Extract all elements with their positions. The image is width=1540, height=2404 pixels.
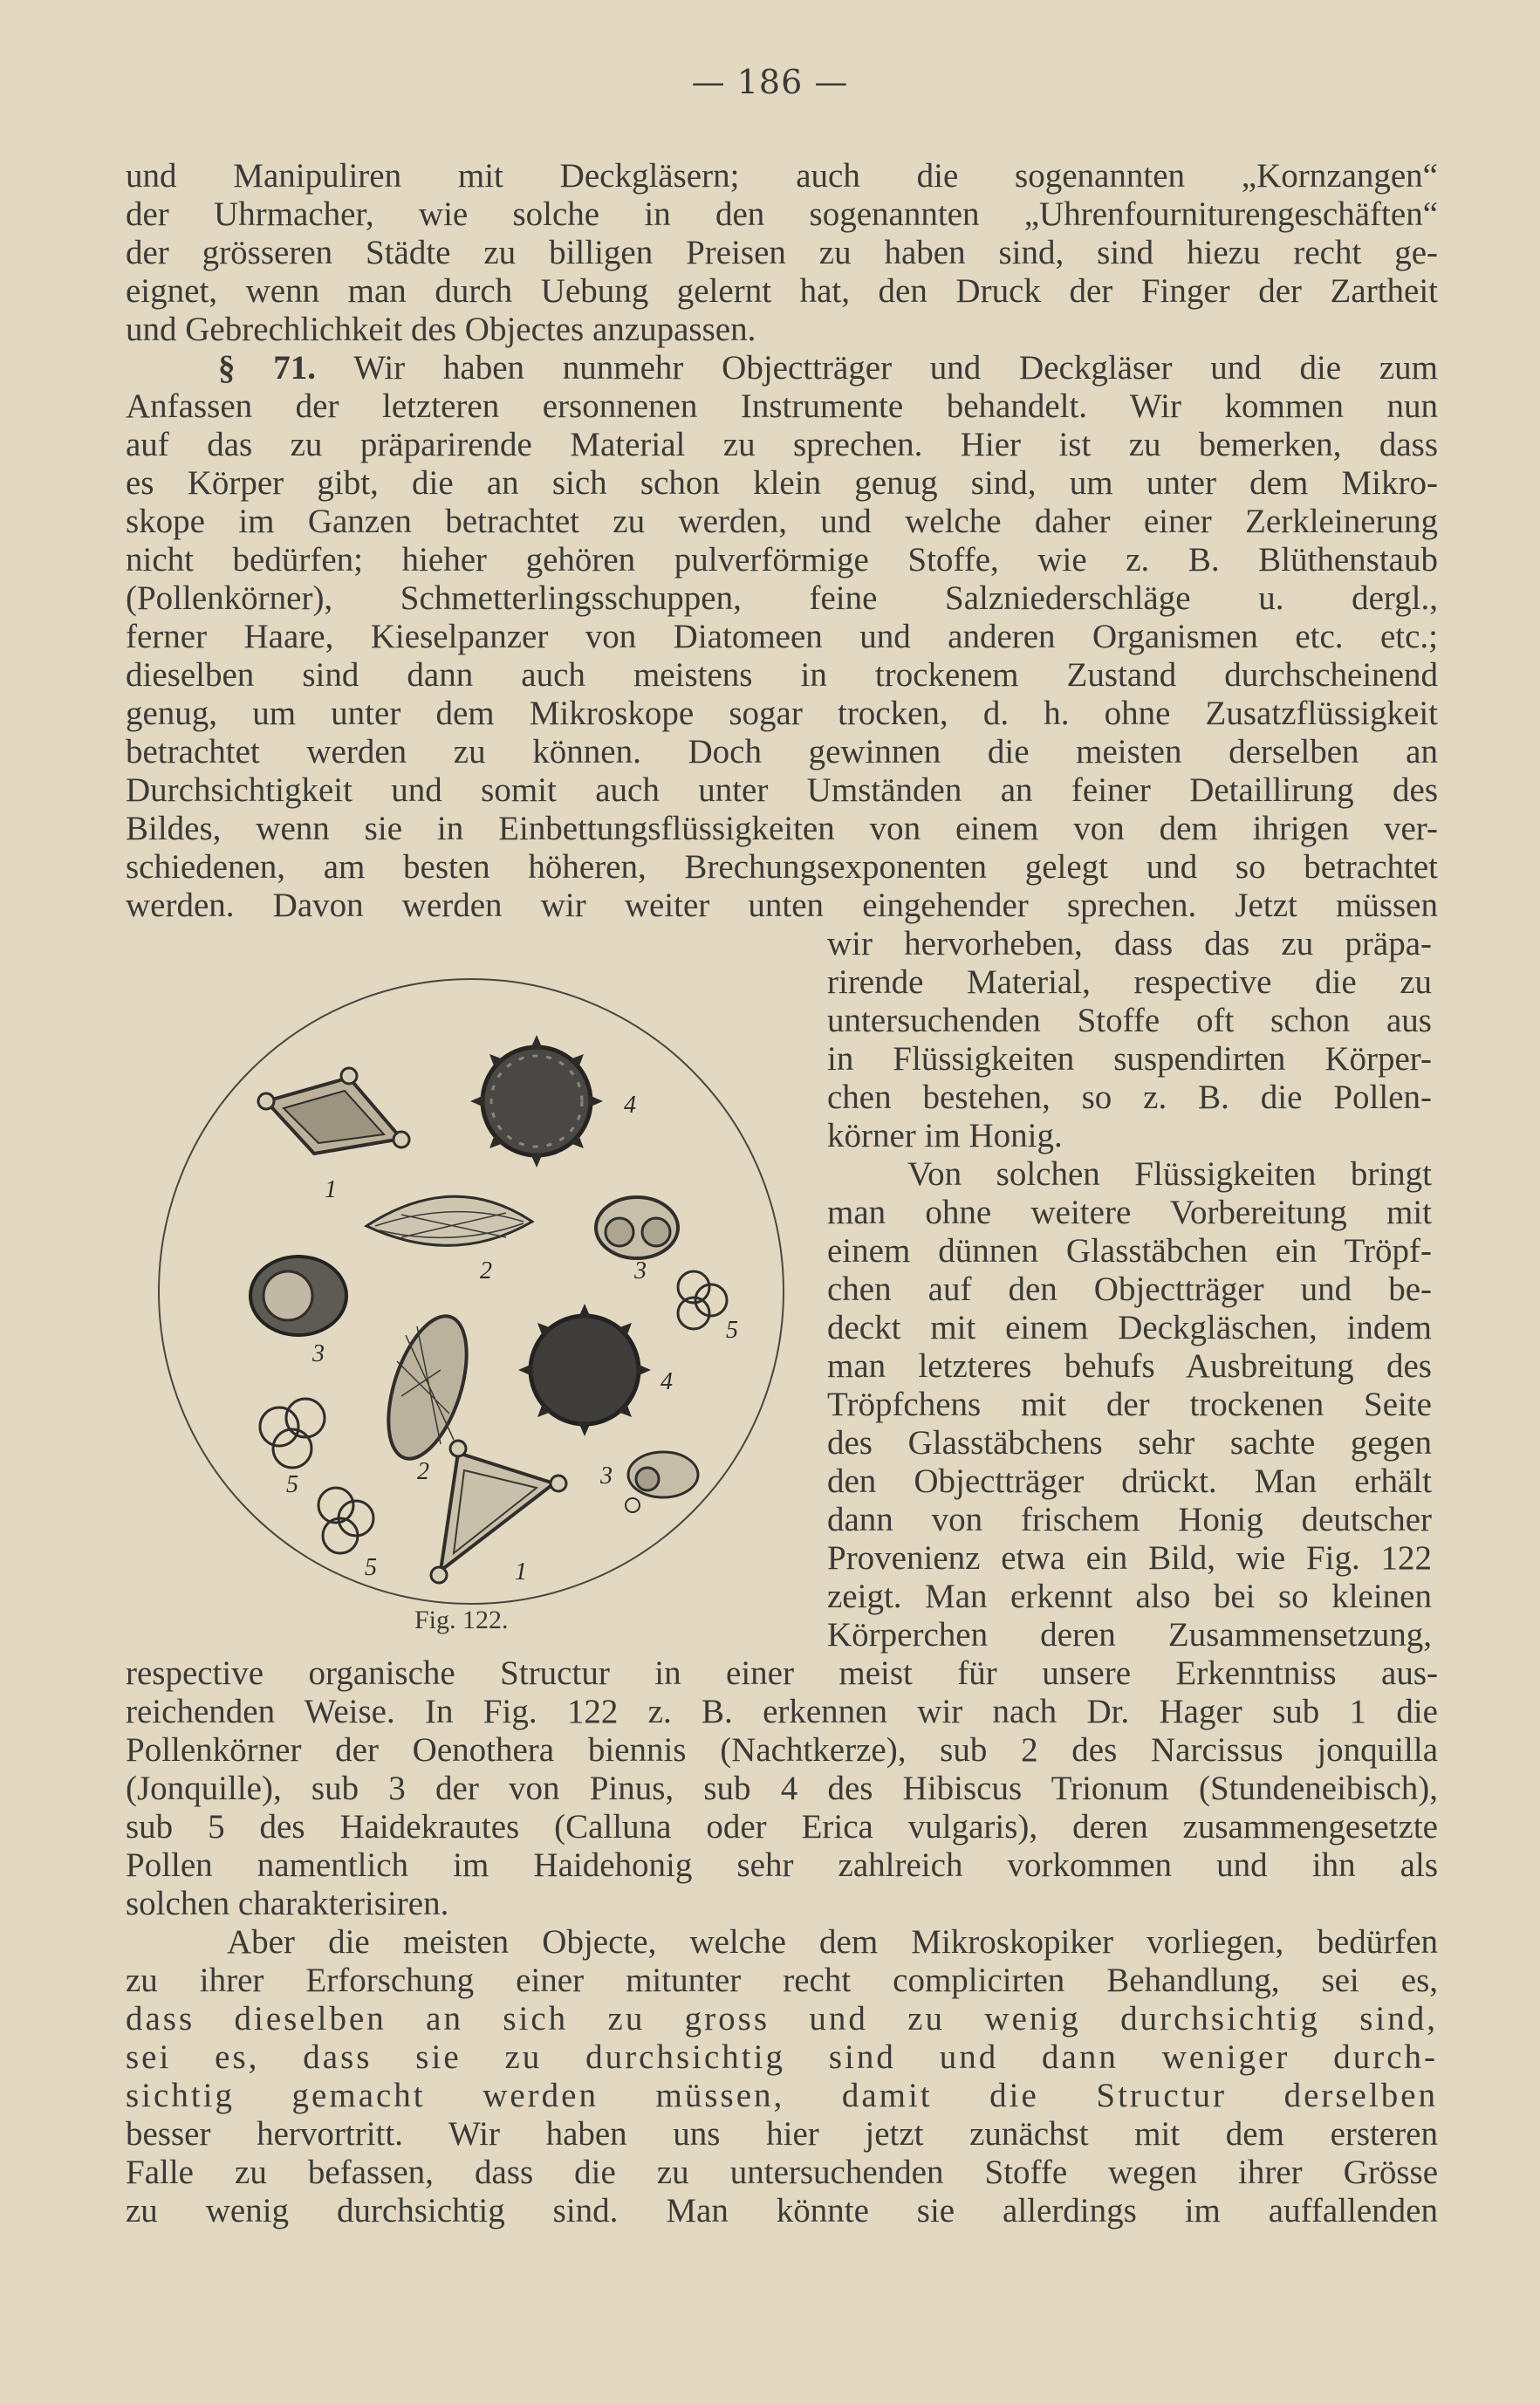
text-line: Pollen namentlich im Haidehonig sehr zahlreich vorkommen und ihn als [126, 1846, 1438, 1884]
text-line: zu wenig durchsichtig sind. Man könnte sie allerdings im auffallenden [126, 2192, 1438, 2229]
figure-label: 5 [726, 1317, 738, 1344]
text-line: der grösseren Städte zu billigen Preisen zu haben sind, sind hiezu recht ge- [126, 234, 1438, 271]
side-text-line: des Glasstäbchens sehr sachte gegen [827, 1424, 1432, 1462]
side-text-line: chen bestehen, so z. B. die Pollen- [827, 1079, 1432, 1116]
figure-label: 2 [417, 1458, 429, 1485]
side-text-line: Provenienz etwa ein Bild, wie Fig. 122 [827, 1539, 1432, 1577]
text-line: skope im Ganzen betrachtet zu werden, und welche daher einer Zerkleinerung [126, 503, 1438, 540]
text-line: es Körper gibt, die an sich schon klein genug sind, um unter dem Mikro- [126, 464, 1438, 502]
text-line: eignet, wenn man durch Uebung gelernt hat, den Druck der Finger der Zartheit [126, 272, 1438, 310]
side-text-line: dann von frischem Honig deutscher [827, 1501, 1432, 1538]
side-text-line: untersuchenden Stoffe oft schon aus [827, 1002, 1432, 1039]
text-line: (Jonquille), sub 3 der von Pinus, sub 4 des Hibiscus Trionum (Stundeneibisch), [126, 1770, 1438, 1807]
figure-label: 1 [515, 1558, 527, 1586]
pollen-grain-narcissus [366, 1196, 532, 1245]
figure-caption: Fig. 122. [414, 1606, 509, 1634]
figure-label: 3 [600, 1462, 613, 1490]
text-line: auf das zu präparirende Material zu sprechen. Hier ist zu bemerken, dass [126, 426, 1438, 463]
text-line: Durchsichtigkeit und somit auch unter Umständen an feiner Detaillirung des [126, 771, 1438, 809]
text-line: dass dieselben an sich zu gross und zu wenig durchsichtig sind, [126, 2000, 1438, 2038]
figure-label: 5 [286, 1471, 298, 1498]
text-line: betrachtet werden zu können. Doch gewinnen die meisten derselben an [126, 733, 1438, 771]
text-line: dieselben sind dann auch meistens in trockenem Zustand durchscheinend [126, 656, 1438, 694]
side-text-line: man ohne weitere Vorbereitung mit [827, 1194, 1432, 1231]
text-line: und Manipuliren mit Deckgläsern; auch die sogenannten „Kornzangen“ [126, 157, 1438, 195]
text-line: sichtig gemacht werden müssen, damit die Structur derselben [126, 2077, 1438, 2114]
side-text-line: Von solchen Flüssigkeiten bringt [907, 1155, 1432, 1193]
text-line: (Pollenkörner), Schmetterlingsschuppen, feine Salzniederschläge u. dergl., [126, 579, 1438, 617]
text-line: sei es, dass sie zu durchsichtig sind und dann weniger durch- [126, 2038, 1438, 2076]
pollen-grain-erica [318, 1488, 373, 1553]
figure-label: 4 [624, 1092, 636, 1119]
side-text-line: den Objectträger drückt. Man erhält [827, 1462, 1432, 1500]
side-text-line: deckt mit einem Deckgläschen, indem [827, 1309, 1432, 1346]
text-line: Pollenkörner der Oenothera biennis (Nachtkerze), sub 2 des Narcissus jonquilla [126, 1731, 1438, 1769]
text-line: Anfassen der letzteren ersonnenen Instrumente behandelt. Wir kommen nun [126, 387, 1438, 425]
pollen-grain-erica [678, 1271, 727, 1329]
text-line: sub 5 des Haidekrautes (Calluna oder Erica vulgaris), deren zusammengesetzte [126, 1808, 1438, 1846]
pollen-grain-pinus [626, 1452, 698, 1512]
section-number: § 71. [218, 349, 317, 387]
pollen-grain-oenothera [258, 1068, 409, 1154]
side-text-line: in Flüssigkeiten suspendirten Körper- [827, 1040, 1432, 1078]
text-line: besser hervortritt. Wir haben uns hier jetzt zunächst mit dem ersteren [126, 2115, 1438, 2153]
figure-pollen-illustration [140, 960, 803, 1623]
section-line [218, 349, 1438, 387]
side-text-line: einem dünnen Glasstäbchen ein Tröpf- [827, 1232, 1432, 1270]
pollen-grain-oenothera [431, 1441, 566, 1583]
side-text-line: Körperchen deren Zusammensetzung, [827, 1616, 1432, 1654]
side-text-line: rirende Material, respective die zu [827, 963, 1432, 1001]
text-line: Bildes, wenn sie in Einbettungsflüssigkeiten von einem von dem ihrigen ver- [126, 810, 1438, 847]
text-line: reichenden Weise. In Fig. 122 z. B. erkennen wir nach Dr. Hager sub 1 die [126, 1693, 1438, 1730]
figure-label: 2 [480, 1257, 492, 1284]
page-number: — 186 — [691, 63, 849, 101]
text-line: der Uhrmacher, wie solche in den sogenannten „Uhrenfourniturengeschäften“ [126, 195, 1438, 233]
side-text-line: man letzteres behufs Ausbreitung des [827, 1347, 1432, 1385]
text-line: und Gebrechlichkeit des Objectes anzupassen. [126, 311, 756, 348]
side-text-line: wir hervorheben, dass das zu präpa- [827, 925, 1432, 962]
pollen-grain-hibiscus [518, 1304, 651, 1436]
text-line: Falle zu befassen, dass die zu untersuchenden Stoffe wegen ihrer Grösse [126, 2154, 1438, 2191]
side-text-line: Tröpfchens mit der trockenen Seite [827, 1386, 1432, 1423]
text-line: ferner Haare, Kieselpanzer von Diatomeen und anderen Organismen etc. etc.; [126, 618, 1438, 655]
pollen-grain-hibiscus [470, 1035, 603, 1168]
side-text-line: chen auf den Objectträger und be- [827, 1270, 1432, 1308]
text-line: respective organische Structur in einer meist für unsere Erkenntniss aus- [126, 1654, 1438, 1692]
side-text-line: zeigt. Man erkennt also bei so kleinen [827, 1578, 1432, 1615]
text-line: zu ihrer Erforschung einer mitunter recht complicirten Behandlung, sei es, [126, 1962, 1438, 1999]
figure-label: 5 [365, 1554, 377, 1581]
pollen-grain-erica [260, 1399, 325, 1468]
figure-label: 4 [660, 1368, 673, 1395]
text-line: nicht bedürfen; hieher gehören pulverförmige Stoffe, wie z. B. Blüthenstaub [126, 541, 1438, 579]
text-line: schiedenen, am besten höheren, Brechungsexponenten gelegt und so betrachtet [126, 848, 1438, 886]
text-line: solchen charakterisiren. [126, 1885, 449, 1922]
side-text-line: körner im Honig. [827, 1117, 1063, 1154]
text-line: Aber die meisten Objecte, welche dem Mikroskopiker vorliegen, bedürfen [227, 1923, 1438, 1961]
text-line: genug, um unter dem Mikroskope sogar trocken, d. h. ohne Zusatzflüssigkeit [126, 695, 1438, 732]
figure-label: 3 [634, 1257, 647, 1284]
pollen-grain-pinus [250, 1257, 346, 1335]
section-text: Wir haben nunmehr Objectträger und Deckgläser und die zum [353, 349, 1439, 387]
pollen-grain-pinus [596, 1197, 678, 1258]
text-line: werden. Davon werden wir weiter unten eingehender sprechen. Jetzt müssen [126, 887, 1438, 924]
figure-label: 3 [312, 1340, 325, 1367]
figure-label: 1 [325, 1176, 337, 1203]
